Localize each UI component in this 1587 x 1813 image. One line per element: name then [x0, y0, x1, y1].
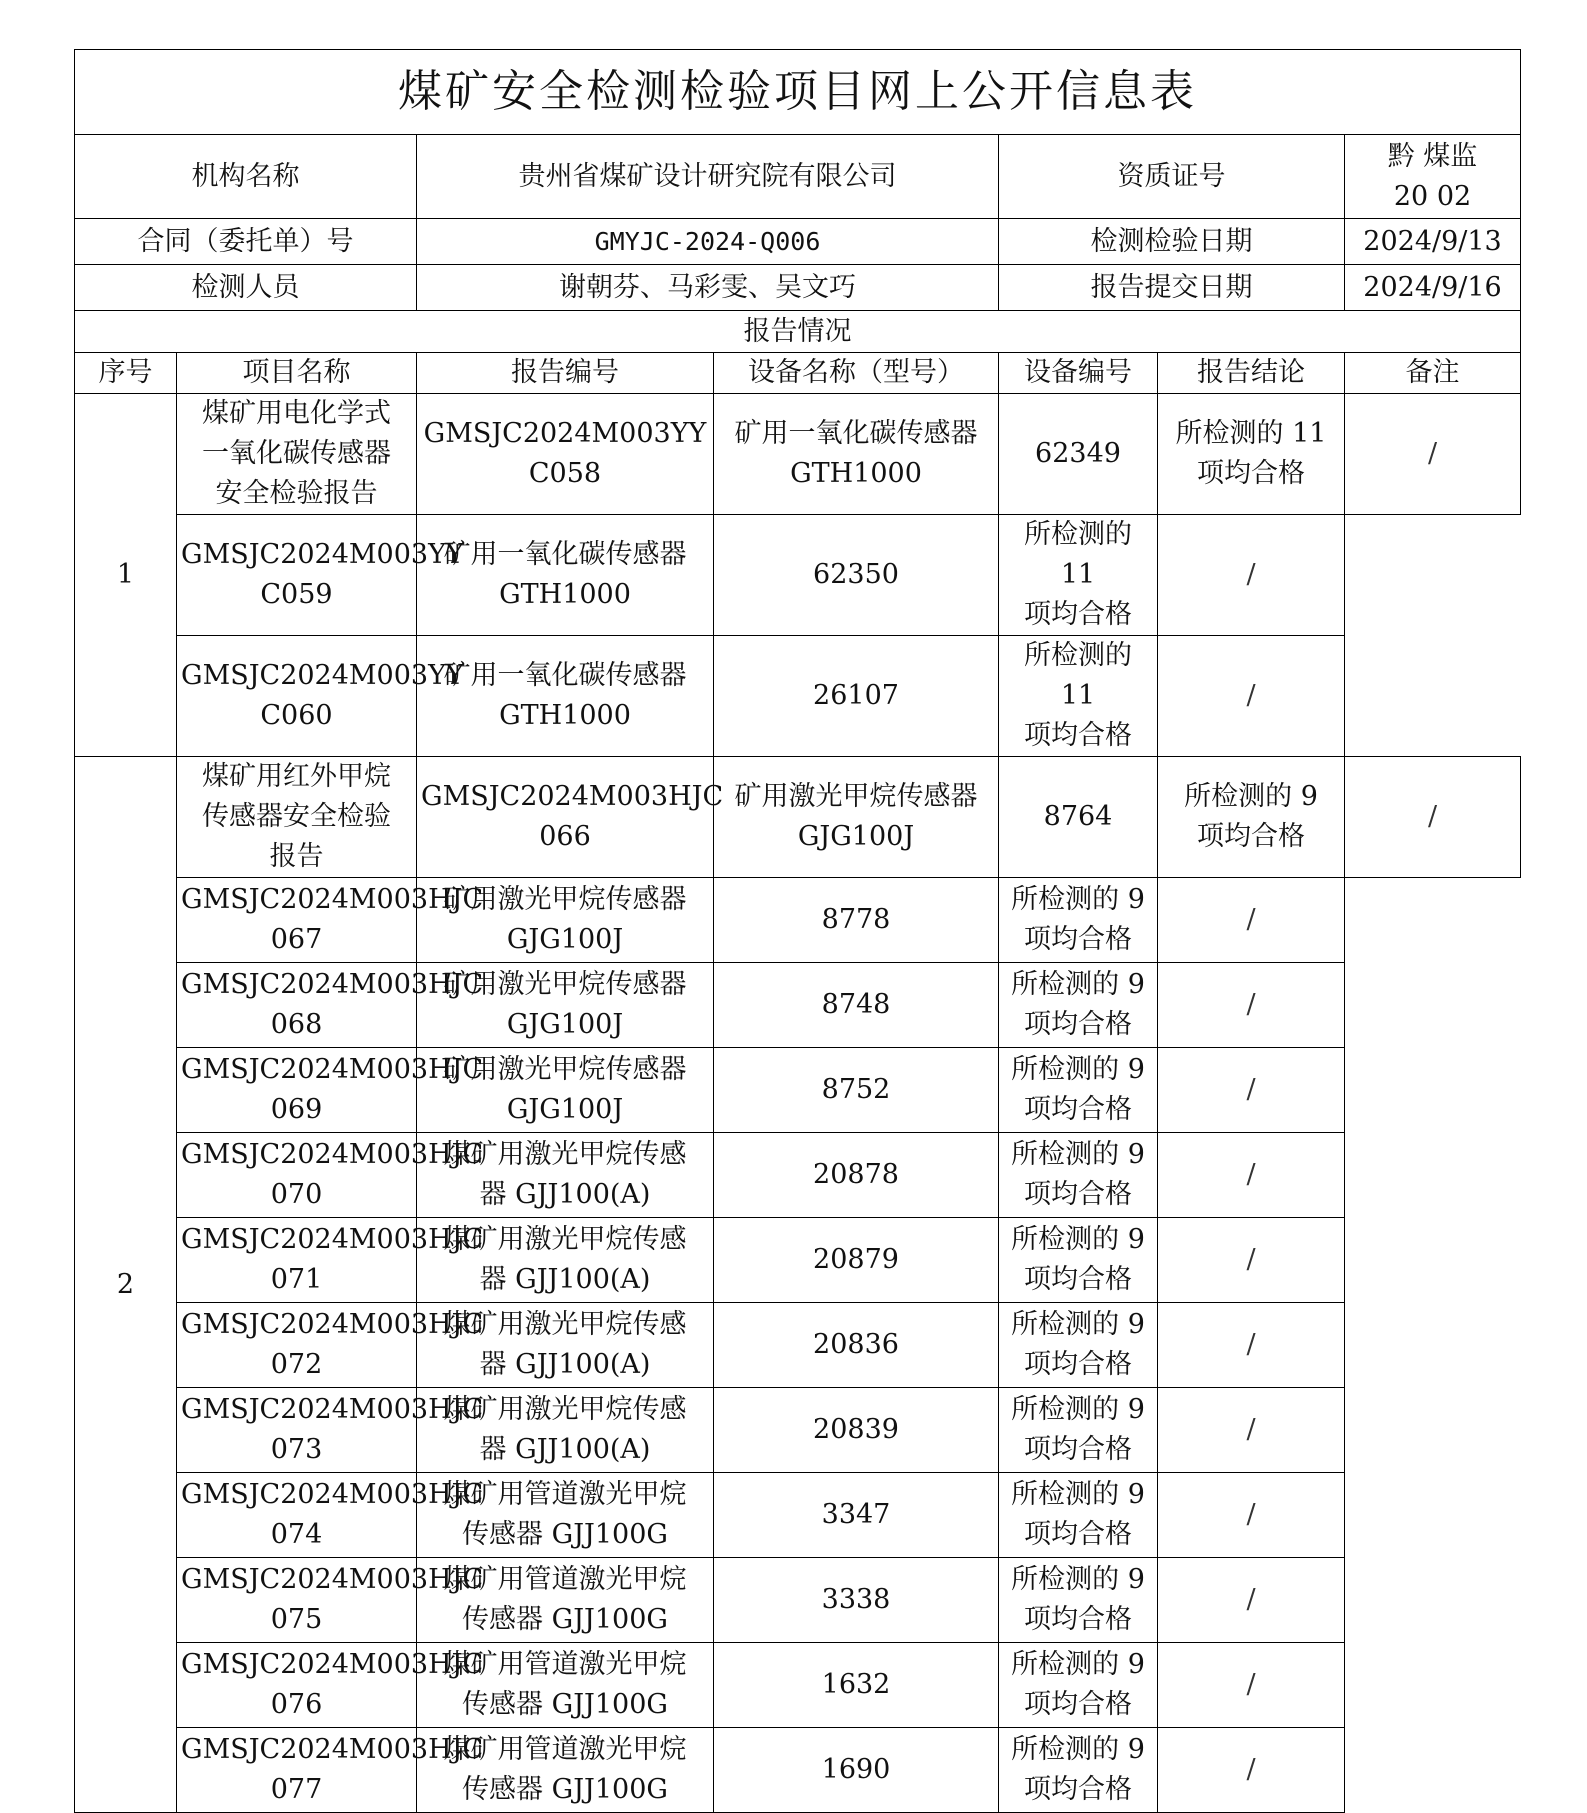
device-name-line: 传感器 GJJ100G	[462, 1604, 668, 1635]
report-number	[177, 515, 464, 636]
report-conclusion-line: 项均合格	[1024, 1264, 1132, 1295]
report-number	[177, 636, 464, 757]
note: /	[1158, 1558, 1345, 1643]
table-row	[75, 1048, 1521, 1133]
device-name-line: 矿用激光甲烷传感器	[443, 969, 687, 1000]
report-number	[177, 1303, 484, 1388]
report-conclusion	[999, 515, 1158, 636]
device-name	[417, 1643, 714, 1728]
report-conclusion-line: 所检测的 11	[1024, 519, 1132, 590]
group-project-name	[177, 757, 417, 878]
report-conclusion-line: 所检测的 9	[1011, 884, 1145, 915]
device-serial: 1632	[714, 1643, 999, 1728]
info-table	[74, 49, 1521, 1813]
staff-value: 谢朝芬、马彩雯、吴文巧	[417, 265, 999, 311]
group-project-name-line: 传感器安全检验	[202, 801, 391, 832]
note: /	[1158, 1048, 1345, 1133]
report-conclusion-line: 项均合格	[1024, 1604, 1132, 1635]
device-name-line: 矿用激光甲烷传感器	[443, 1054, 687, 1085]
table-row	[75, 878, 1521, 963]
report-number	[177, 963, 484, 1048]
device-name-line: 煤矿用管道激光甲烷	[443, 1479, 687, 1510]
report-conclusion-line: 项均合格	[1024, 720, 1132, 751]
group-project-name-line: 煤矿用红外甲烷	[202, 761, 391, 792]
report-number-line: 077	[270, 1774, 323, 1805]
report-number-line: 073	[270, 1434, 323, 1465]
table-row	[75, 1473, 1521, 1558]
group-project-name-line: 煤矿用电化学式	[202, 398, 391, 429]
cert-value-line2: 20 02	[1393, 180, 1472, 212]
device-name-line: GTH1000	[790, 458, 922, 489]
report-conclusion-line: 项均合格	[1197, 458, 1305, 489]
device-name	[417, 963, 714, 1048]
report-conclusion-line: 所检测的 11	[1024, 640, 1132, 711]
report-conclusion	[999, 1728, 1158, 1813]
device-name-line: 煤矿用激光甲烷传感	[443, 1309, 687, 1340]
group-project-name-line: 安全检验报告	[215, 478, 378, 509]
device-name	[417, 1048, 714, 1133]
device-serial: 20836	[714, 1303, 999, 1388]
col-header-conclusion: 报告结论	[1158, 353, 1345, 394]
device-serial: 62350	[714, 515, 999, 636]
report-conclusion	[999, 1133, 1158, 1218]
note: /	[1158, 515, 1345, 636]
report-number	[177, 1218, 484, 1303]
col-header-report-no: 报告编号	[417, 353, 714, 394]
table-row	[75, 1643, 1521, 1728]
group-no: 2	[75, 757, 177, 1813]
table-row	[75, 1558, 1521, 1643]
device-name	[417, 1558, 714, 1643]
report-number	[177, 1388, 484, 1473]
device-name	[714, 757, 999, 878]
device-name-line: 矿用一氧化碳传感器	[443, 539, 687, 570]
device-name-line: 煤矿用管道激光甲烷	[443, 1649, 687, 1680]
device-name-line: 器 GJJ100(A)	[479, 1179, 651, 1210]
device-name	[417, 1218, 714, 1303]
report-conclusion-line: 项均合格	[1024, 1689, 1132, 1720]
device-name-line: 煤矿用激光甲烷传感	[443, 1139, 687, 1170]
table-row	[75, 1728, 1521, 1813]
report-conclusion-line: 项均合格	[1024, 1009, 1132, 1040]
report-number-line: 070	[270, 1179, 323, 1210]
cert-value-line1: 黔 煤监	[1387, 140, 1478, 172]
device-serial: 8748	[714, 963, 999, 1048]
col-header-project: 项目名称	[177, 353, 417, 394]
report-conclusion-line: 所检测的 9	[1011, 1564, 1145, 1595]
staff-label: 检测人员	[75, 265, 417, 311]
device-name	[417, 1303, 714, 1388]
report-conclusion-line: 所检测的 9	[1011, 1309, 1145, 1340]
report-conclusion-line: 项均合格	[1024, 1519, 1132, 1550]
report-number-line: C058	[528, 458, 602, 489]
device-name-line: GTH1000	[499, 700, 631, 731]
submit-date-label: 报告提交日期	[999, 265, 1345, 311]
report-conclusion-line: 项均合格	[1024, 1774, 1132, 1805]
report-number	[417, 757, 724, 878]
contract-value: GMYJC-2024-Q006	[417, 219, 999, 265]
cert-label: 资质证号	[999, 135, 1345, 219]
table-row	[75, 636, 1521, 757]
device-name-line: 煤矿用管道激光甲烷	[443, 1564, 687, 1595]
device-name	[417, 515, 714, 636]
report-number-line: GMSJC2024M003HJC	[181, 1564, 484, 1595]
col-header-device: 设备名称（型号）	[714, 353, 999, 394]
report-conclusion-line: 项均合格	[1024, 1094, 1132, 1125]
note: /	[1158, 878, 1345, 963]
report-conclusion-line: 所检测的 9	[1011, 1734, 1145, 1765]
table-row	[75, 394, 1521, 515]
report-number	[177, 1558, 484, 1643]
report-number	[177, 1048, 484, 1133]
device-serial: 3338	[714, 1558, 999, 1643]
report-conclusion-line: 所检测的 9	[1011, 1139, 1145, 1170]
note: /	[1345, 394, 1521, 515]
device-name-line: GJG100J	[506, 1009, 624, 1040]
report-conclusion	[999, 1048, 1158, 1133]
report-conclusion-line: 所检测的 9	[1011, 1054, 1145, 1085]
report-number-line: GMSJC2024M003HJC	[181, 1479, 484, 1510]
note: /	[1158, 1728, 1345, 1813]
report-conclusion-line: 所检测的 9	[1011, 1479, 1145, 1510]
report-number-line: GMSJC2024M003YY	[423, 418, 707, 449]
col-header-note: 备注	[1345, 353, 1521, 394]
report-number-line: GMSJC2024M003HJC	[181, 969, 484, 1000]
report-number	[177, 878, 484, 963]
report-conclusion-line: 项均合格	[1024, 1434, 1132, 1465]
col-header-serial: 设备编号	[999, 353, 1158, 394]
report-number-line: GMSJC2024M003HJC	[181, 1054, 484, 1085]
report-number-line: GMSJC2024M003HJC	[181, 1394, 484, 1425]
group-project-name-line: 报告	[269, 841, 324, 872]
report-conclusion-line: 所检测的 11	[1175, 418, 1327, 449]
device-name-line: 器 GJJ100(A)	[479, 1434, 651, 1465]
report-number-line: C060	[260, 700, 333, 731]
org-label: 机构名称	[75, 135, 417, 219]
table-row	[75, 1303, 1521, 1388]
device-name-line: 传感器 GJJ100G	[462, 1689, 668, 1720]
device-serial: 8778	[714, 878, 999, 963]
col-header-no: 序号	[75, 353, 177, 394]
table-row	[75, 757, 1521, 878]
report-section-title: 报告情况	[75, 311, 1521, 353]
report-number	[177, 1133, 484, 1218]
device-name-line: 煤矿用管道激光甲烷	[443, 1734, 687, 1765]
device-name-line: 煤矿用激光甲烷传感	[443, 1394, 687, 1425]
report-number-line: 068	[270, 1009, 323, 1040]
report-number-line: 072	[270, 1349, 323, 1380]
device-name-line: GJG100J	[506, 924, 624, 955]
report-number-line: GMSJC2024M003HJC	[181, 884, 484, 915]
report-number-line: 076	[270, 1689, 323, 1720]
report-conclusion-line: 项均合格	[1024, 599, 1132, 630]
device-name	[417, 636, 714, 757]
report-conclusion	[1158, 757, 1345, 878]
report-conclusion-line: 所检测的 9	[1011, 1649, 1145, 1680]
device-serial: 1690	[714, 1728, 999, 1813]
report-conclusion	[999, 1218, 1158, 1303]
report-conclusion-line: 项均合格	[1024, 1349, 1132, 1380]
report-conclusion	[999, 1303, 1158, 1388]
device-serial: 8764	[999, 757, 1158, 878]
note: /	[1158, 1303, 1345, 1388]
report-number-line: C059	[260, 579, 333, 610]
device-name-line: 矿用激光甲烷传感器	[443, 884, 687, 915]
device-name-line: 煤矿用激光甲烷传感	[443, 1224, 687, 1255]
device-name	[417, 1473, 714, 1558]
note: /	[1158, 1473, 1345, 1558]
org-value: 贵州省煤矿设计研究院有限公司	[417, 135, 999, 219]
device-serial: 26107	[714, 636, 999, 757]
report-conclusion-line: 所检测的 9	[1011, 1224, 1145, 1255]
device-name-line: 矿用激光甲烷传感器	[734, 781, 978, 812]
report-conclusion-line: 所检测的 9	[1184, 781, 1318, 812]
note: /	[1158, 1218, 1345, 1303]
report-conclusion-line: 项均合格	[1024, 1179, 1132, 1210]
report-number	[177, 1728, 484, 1813]
device-serial: 20839	[714, 1388, 999, 1473]
device-name-line: GJG100J	[506, 1094, 624, 1125]
note: /	[1345, 757, 1521, 878]
note: /	[1158, 1388, 1345, 1473]
report-conclusion	[1158, 394, 1345, 515]
report-number-line: 066	[539, 821, 591, 852]
note: /	[1158, 1643, 1345, 1728]
report-conclusion	[999, 636, 1158, 757]
report-number	[177, 1473, 484, 1558]
report-number-line: GMSJC2024M003HJC	[181, 1224, 484, 1255]
device-name-line: 传感器 GJJ100G	[462, 1774, 668, 1805]
report-number-line: GMSJC2024M003HJC	[181, 1734, 484, 1765]
report-conclusion	[999, 1388, 1158, 1473]
report-number-line: GMSJC2024M003HJC	[181, 1309, 484, 1340]
report-conclusion-line: 项均合格	[1197, 821, 1305, 852]
device-name-line: GJG100J	[797, 821, 915, 852]
device-name	[417, 878, 714, 963]
page-title: 煤矿安全检测检验项目网上公开信息表	[75, 50, 1521, 135]
report-conclusion	[999, 963, 1158, 1048]
test-date-label: 检测检验日期	[999, 219, 1345, 265]
device-serial: 3347	[714, 1473, 999, 1558]
device-serial: 8752	[714, 1048, 999, 1133]
group-no: 1	[75, 394, 177, 757]
note: /	[1158, 963, 1345, 1048]
table-row	[75, 515, 1521, 636]
device-name	[417, 1133, 714, 1218]
report-conclusion	[999, 878, 1158, 963]
report-number-line: GMSJC2024M003YY	[181, 539, 464, 570]
report-number-line: GMSJC2024M003YY	[181, 660, 464, 691]
report-number-line: GMSJC2024M003HJC	[181, 1649, 484, 1680]
table-row	[75, 1218, 1521, 1303]
group-project-name-line: 一氧化碳传感器	[202, 438, 391, 469]
report-conclusion-line: 所检测的 9	[1011, 1394, 1145, 1425]
report-number	[417, 394, 714, 515]
device-serial: 20879	[714, 1218, 999, 1303]
report-conclusion-line: 所检测的 9	[1011, 969, 1145, 1000]
device-name	[417, 1388, 714, 1473]
report-number-line: 071	[270, 1264, 323, 1295]
test-date-value: 2024/9/13	[1345, 219, 1521, 265]
report-number-line: GMSJC2024M003HJC	[181, 1139, 484, 1170]
device-serial: 62349	[999, 394, 1158, 515]
report-number	[177, 1643, 484, 1728]
report-number-line: 067	[270, 924, 323, 955]
report-number-line: 074	[270, 1519, 323, 1550]
table-row	[75, 1133, 1521, 1218]
report-conclusion	[999, 1473, 1158, 1558]
report-conclusion-line: 项均合格	[1024, 924, 1132, 955]
report-conclusion	[999, 1643, 1158, 1728]
group-project-name	[177, 394, 417, 515]
report-conclusion	[999, 1558, 1158, 1643]
device-serial: 20878	[714, 1133, 999, 1218]
note: /	[1158, 636, 1345, 757]
cert-value	[1345, 135, 1521, 219]
device-name-line: 器 GJJ100(A)	[479, 1264, 651, 1295]
report-number-line: GMSJC2024M003HJC	[421, 781, 724, 812]
contract-label: 合同（委托单）号	[75, 219, 417, 265]
device-name	[714, 394, 999, 515]
report-number-line: 069	[270, 1094, 323, 1125]
note: /	[1158, 1133, 1345, 1218]
device-name-line: 矿用一氧化碳传感器	[443, 660, 687, 691]
table-row	[75, 963, 1521, 1048]
device-name-line: 传感器 GJJ100G	[462, 1519, 668, 1550]
submit-date-value: 2024/9/16	[1345, 265, 1521, 311]
table-row	[75, 1388, 1521, 1473]
report-number-line: 075	[270, 1604, 323, 1635]
device-name-line: 矿用一氧化碳传感器	[734, 418, 978, 449]
device-name	[417, 1728, 714, 1813]
device-name-line: 器 GJJ100(A)	[479, 1349, 651, 1380]
device-name-line: GTH1000	[499, 579, 631, 610]
